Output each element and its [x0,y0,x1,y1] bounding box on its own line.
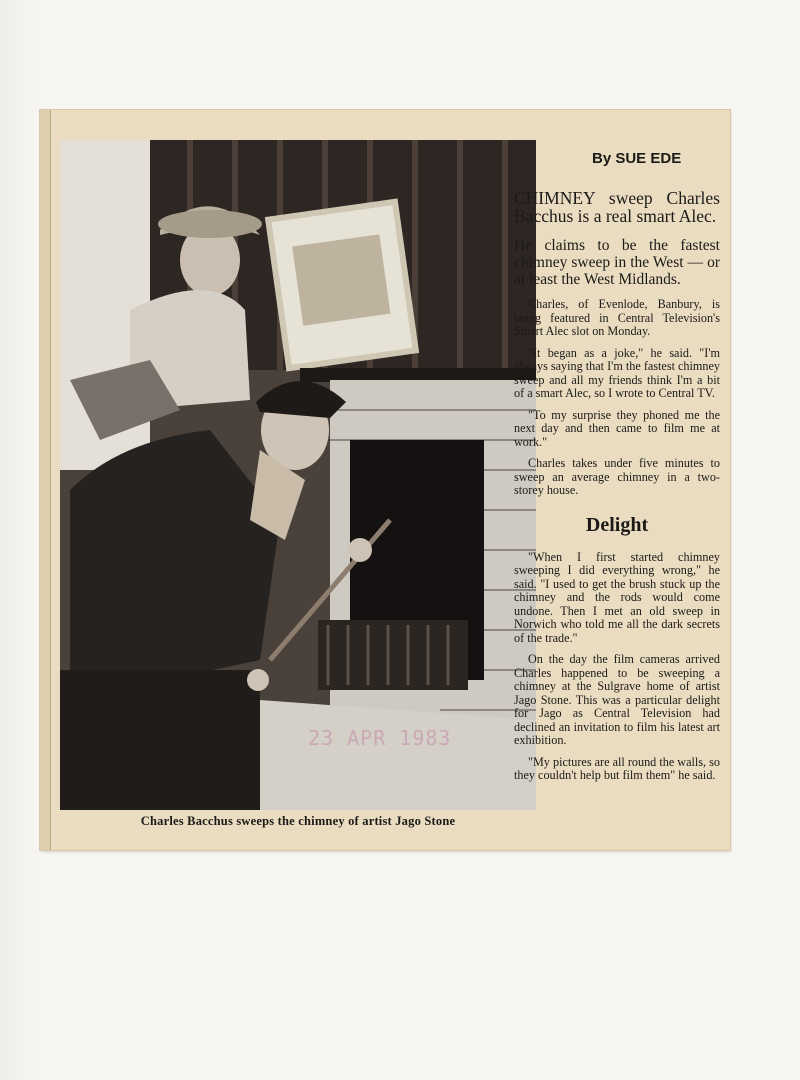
photo-block [60,140,536,832]
subheading: Delight [585,513,649,536]
paragraph: Charles takes under five minutes to sweep an average chimney in a two-storey house. [514,456,720,497]
article-column [514,150,720,791]
paragraph: "To my surprise they phoned me the next day and then came to film me at work." [514,407,720,449]
page-margin [0,0,42,1080]
paragraph: "When I first started chimney sweeping I did everything wrong," he said. "I used to get the brush stuck up the chimney and the rods would come undone. Then I met an old sweep in Norwich who told me all the dark secrets of the trade." [514,549,720,645]
paragraph: On the day the film cameras arrived Charles happened to be sweeping a chimney at the Sulgrave home of artist Jago Stone. This was a particular delight for Jago as Central Television had declined an invitation to film his latest art exhibition. [514,652,720,747]
paragraph: "It began as a joke," he said. "I'm always saying that I'm the fastest chimney sweep and all my friends think I'm a bit of a smart Alec, so I wrote to Central TV. [514,345,720,400]
article-body-part-1 [514,298,720,498]
newspaper-clipping [40,110,730,850]
lead-paragraph: CHIMNEY sweep Charles Bacchus is a real smart Alec. [514,188,720,226]
byline: By SUE EDE [592,150,682,167]
paragraph: "My pictures are all round the walls, so they couldn't help but film them" he said. [514,754,720,782]
photo-caption: Charles Bacchus sweeps the chimney of artist Jago Stone [140,814,456,828]
photo-illustration [60,140,536,810]
news-photo [60,140,536,810]
deck-paragraph: He claims to be the fastest chimney sweep in the West — or at least the West Midlands. [514,237,720,288]
paragraph: Charles, of Evenlode, Banbury, is being featured in Central Television's Smart Alec slot on Monday. [514,297,720,338]
clipping-torn-edge [40,110,51,850]
date-stamp: 23 APR 1983 [308,726,452,750]
article-body-part-2 [514,551,720,783]
